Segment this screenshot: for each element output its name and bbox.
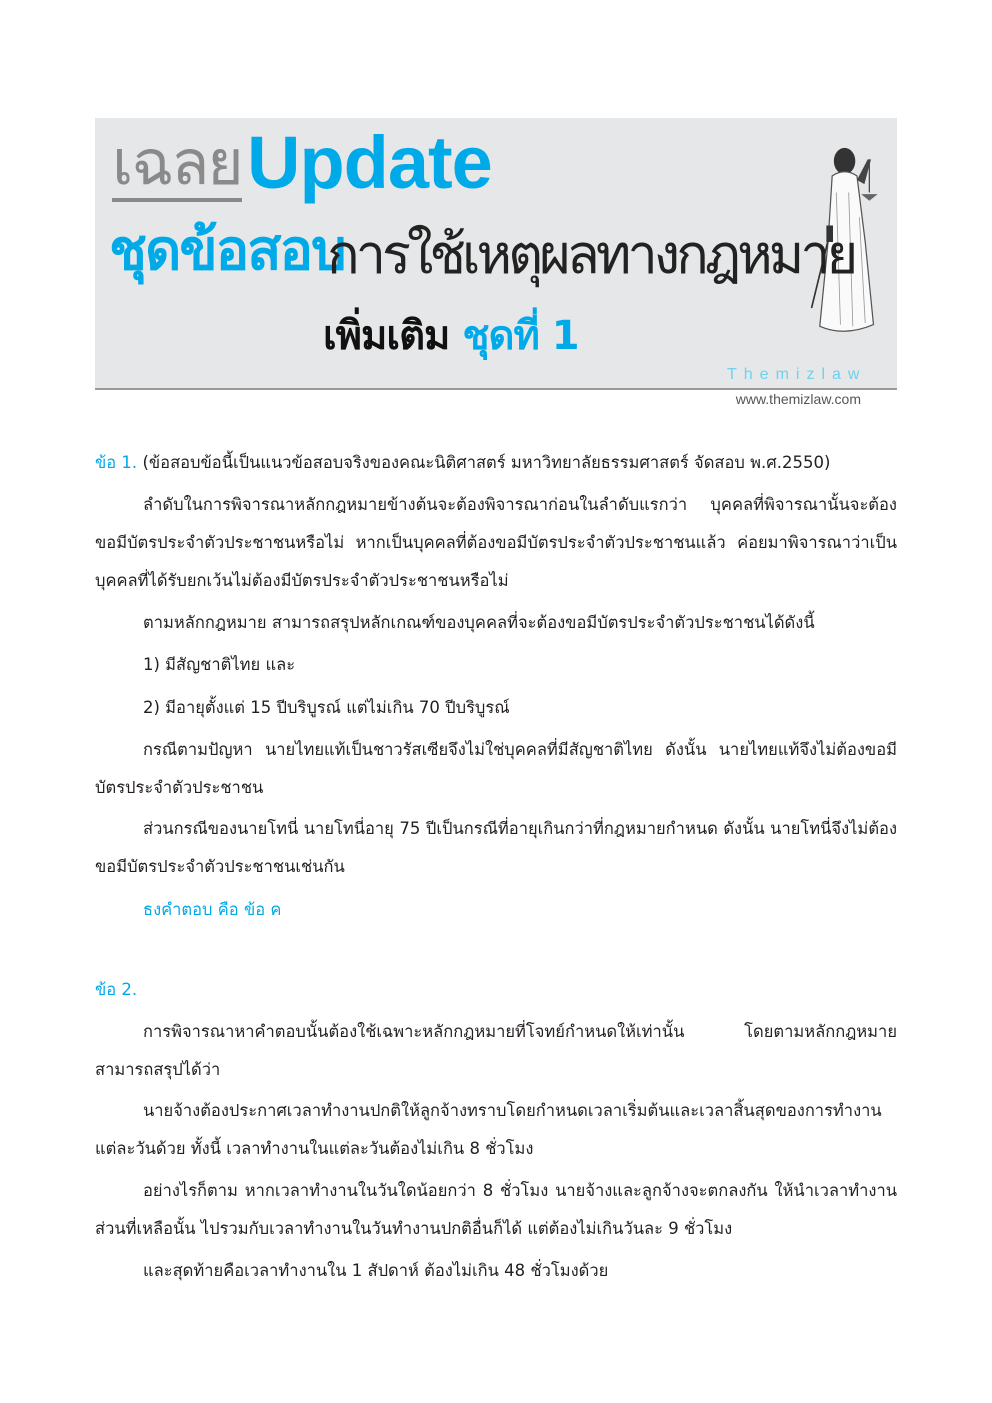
banner-update-word: Update bbox=[247, 121, 492, 204]
banner-answer-word: เฉลย bbox=[112, 128, 242, 202]
set-number: ชุดที่ 1 bbox=[462, 313, 579, 359]
q2-label: ข้อ 2. bbox=[95, 980, 138, 999]
q2-paragraph-1: การพิจารณาหาคำตอบนั้นต้องใช้เฉพาะหลักกฎหมายที่โจทย์กำหนดให้เท่านั้น โดยตามหลักกฎหมาย สามารถสรุปได้ว่า bbox=[95, 1022, 897, 1079]
q1-heading bbox=[95, 444, 897, 482]
header-banner bbox=[95, 118, 897, 390]
q1-answer: ธงคำตอบ คือ ข้อ ค bbox=[143, 900, 282, 919]
banner-extra bbox=[323, 306, 579, 366]
website-url: www.themizlaw.com bbox=[735, 391, 861, 407]
extra-word: เพิ่มเติม bbox=[323, 313, 450, 359]
q1-label: ข้อ 1. bbox=[95, 453, 138, 472]
q2-paragraph-3: อย่างไรก็ตาม หากเวลาทำงานในวันใดน้อยกว่า 8 ชั่วโมง นายจ้างและลูกจ้างจะตกลงกัน ให้นำเวลาทำงานส่วนที่เหลือนั้น ไปรวมกับเวลาทำงานในวันทำงานปกติอื่นก็ได้ แต่ต้องไม่เกินวันละ 9 ชั่วโมง bbox=[95, 1181, 897, 1238]
q2-paragraph-4: และสุดท้ายคือเวลาทำงานใน 1 สัปดาห์ ต้องไม่เกิน 48 ชั่วโมงด้วย bbox=[143, 1261, 609, 1280]
q1-note: (ข้อสอบข้อนี้เป็นแนวข้อสอบจริงของคณะนิติศาสตร์ มหาวิทยาลัยธรรมศาสตร์ จัดสอบ พ.ศ.2550) bbox=[142, 453, 831, 472]
q1-paragraph-4: ส่วนกรณีของนายโทนี่ นายโทนี่อายุ 75 ปีเป็นกรณีที่อายุเกินกว่าที่กฎหมายกำหนด ดังนั้น นายโทนี่จึงไม่ต้องขอมีบัตรประจำตัวประชาชนเช่นกัน bbox=[95, 819, 897, 876]
banner-set-word: ชุดข้อสอบ bbox=[109, 218, 345, 283]
q1-paragraph-1: ลำดับในการพิจารณาหลักกฎหมายข้างต้นจะต้องพิจารณาก่อนในลำดับแรกว่า บุคคลที่พิจารณานั้นจะต้องขอมีบัตรประจำตัวประชาชนหรือไม่ หากเป็นบุคคลที่ต้องขอมีบัตรประจำตัวประชาชนแล้ว ค่อยมาพิจารณาว่าเป็นบุคคลที่ได้รับยกเว้นไม่ต้องมีบัตรประจำตัวประชาชนหรือไม่ bbox=[95, 495, 897, 590]
q1-paragraph-3: กรณีตามปัญหา นายไทยแท้เป็นชาวรัสเซียจึงไม่ใช่บุคคลที่มีสัญชาติไทย ดังนั้น นายไทยแท้จึงไม่ต้องขอมีบัตรประจำตัวประชาชน bbox=[95, 740, 897, 797]
q1-item-2: 2) มีอายุตั้งแต่ 15 ปีบริบูรณ์ แต่ไม่เกิน 70 ปีบริบูรณ์ bbox=[143, 698, 510, 717]
q2-paragraph-2: นายจ้างต้องประกาศเวลาทำงานปกติให้ลูกจ้างทราบโดยกำหนดเวลาเริ่มต้นและเวลาสิ้นสุดของการทำงานแต่ละวันด้วย ทั้งนี้ เวลาทำงานในแต่ละวันต้องไม่เกิน 8 ชั่วโมง bbox=[95, 1101, 882, 1158]
q1-paragraph-2: ตามหลักกฎหมาย สามารถสรุปหลักเกณฑ์ของบุคคลที่จะต้องขอมีบัตรประจำตัวประชาชนได้ดังนี้ bbox=[143, 613, 815, 632]
banner-subject: การใช้เหตุผลทางกฎหมาย bbox=[327, 223, 855, 286]
q1-item-1: 1) มีสัญชาติไทย และ bbox=[143, 655, 296, 674]
brand-watermark: Themizlaw bbox=[727, 366, 867, 383]
